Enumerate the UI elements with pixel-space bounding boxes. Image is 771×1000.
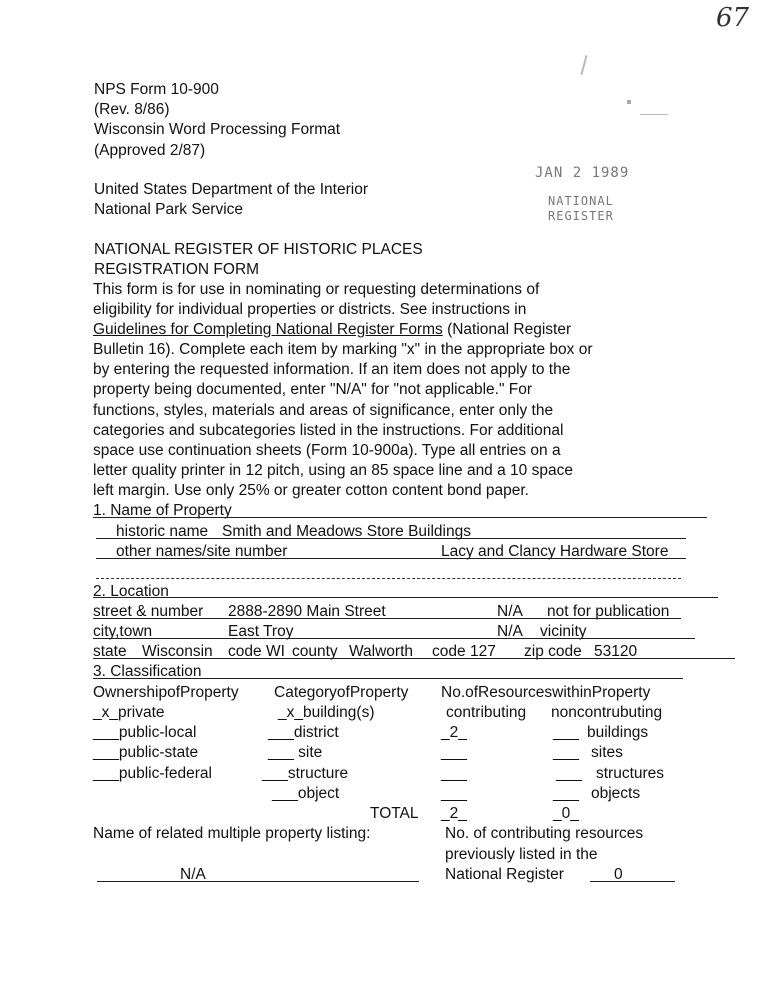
form-format: Wisconsin Word Processing Format — [94, 121, 341, 138]
divider — [93, 618, 681, 619]
previously-listed-line2: previously listed in the — [445, 846, 598, 863]
category-site: ___ site — [268, 744, 323, 761]
previously-listed-count: 0 — [614, 866, 623, 883]
ownership-public-local: ___public-local — [93, 724, 197, 741]
state-code-label: code — [228, 643, 262, 660]
resource-type-buildings: buildings — [587, 724, 649, 741]
contributing-objects: ___ — [441, 785, 467, 802]
form-number: NPS Form 10-900 — [94, 81, 219, 98]
state-code-value: WI — [266, 643, 285, 660]
previously-listed-line1: No. of contributing resources — [445, 825, 644, 842]
previously-listed-underline — [590, 881, 675, 882]
street-value: 2888-2890 Main Street — [228, 603, 386, 620]
zip-value: 53120 — [594, 643, 638, 660]
scan-mark — [580, 55, 587, 75]
received-stamp-date: JAN 2 1989 — [535, 165, 630, 181]
divider — [93, 678, 683, 679]
handwritten-page-number: 67 — [716, 3, 750, 33]
section-2-heading: 2. Location — [93, 583, 169, 600]
divider — [93, 638, 695, 639]
form-subtitle: REGISTRATION FORM — [94, 261, 260, 278]
county-code-label: code — [432, 643, 466, 660]
historic-name-value: Smith and Meadows Store Buildings — [222, 523, 471, 540]
divider — [96, 538, 686, 539]
total-label: TOTAL — [370, 805, 419, 822]
contributing-structures: ___ — [441, 765, 467, 782]
ownership-heading: OwnershipofProperty — [93, 684, 239, 701]
scan-mark — [627, 100, 631, 104]
noncontributing-label: noncontrubuting — [551, 704, 663, 721]
city-na: N/A — [497, 623, 523, 640]
zip-label: zip code — [524, 643, 582, 660]
resource-type-objects: objects — [591, 785, 641, 802]
related-listing-value: N/A — [180, 866, 206, 883]
previously-listed-line3: National Register — [445, 866, 564, 883]
section-3-heading: 3. Classification — [93, 663, 202, 680]
historic-name-label: historic name — [116, 523, 209, 540]
related-listing-underline — [97, 881, 419, 882]
vicinity-label: vicinity — [540, 623, 587, 640]
noncontributing-sites: ___ — [553, 744, 579, 761]
agency-service: National Park Service — [94, 201, 244, 218]
resource-type-sites: sites — [591, 744, 623, 761]
form-revision: (Rev. 8/86) — [94, 101, 170, 118]
contributing-buildings: _2_ — [441, 724, 467, 741]
street-label: street & number — [93, 603, 204, 620]
category-structure: ___structure — [262, 765, 349, 782]
divider — [96, 558, 686, 559]
other-names-label: other names/site number — [116, 543, 288, 560]
noncontributing-objects: ___ — [553, 785, 579, 802]
scan-mark — [640, 114, 668, 115]
contributing-sites: ___ — [441, 744, 467, 761]
form-title: NATIONAL REGISTER OF HISTORIC PLACES — [94, 241, 423, 258]
resources-heading: No.ofResourceswithinProperty — [441, 684, 651, 701]
related-listing-label: Name of related multiple property listing: — [93, 825, 371, 842]
city-label: city,town — [93, 623, 153, 640]
ownership-private: _x_private — [93, 704, 165, 721]
received-stamp-line1: NATIONAL — [548, 194, 614, 208]
city-value: East Troy — [228, 623, 294, 640]
ownership-public-federal: ___public-federal — [93, 765, 212, 782]
noncontributing-buildings: ___ — [553, 724, 579, 741]
instructions-paragraph: This form is for use in nominating or requesting determinations of eligibility for individual properties or districts. See instructions in Guidelines for Completing National Register Forms (National Register Bulletin 16). Complete each item by marking "x" in the appropriate box or by entering the requested information. If an item does not apply to the property being documented, enter "N/A" for "not applicable." For functions, styles, materials and areas of significance, enter only the categories and subcategories listed in the instructions. For additional space use continuation sheets (Form 10-900a). Type all entries on a letter quality printer in 12 pitch, using an 85 space line and a 10 space left margin. Use only 25% or greater cotton content bond paper. — [93, 281, 593, 499]
dashed-divider — [96, 578, 681, 579]
divider — [93, 517, 707, 518]
divider — [93, 597, 718, 598]
form-approved: (Approved 2/87) — [94, 142, 206, 159]
received-stamp-line2: REGISTER — [548, 209, 614, 223]
agency-department: United States Department of the Interior — [94, 181, 368, 198]
divider — [93, 658, 735, 659]
category-heading: CategoryofProperty — [274, 684, 409, 701]
other-names-value: Lacy and Clancy Hardware Store — [441, 543, 669, 560]
street-na: N/A — [497, 603, 523, 620]
contributing-label: contributing — [446, 704, 527, 721]
state-label: state — [93, 643, 127, 660]
ownership-public-state: ___public-state — [93, 744, 199, 761]
category-district: ___district — [268, 724, 339, 741]
section-1-heading: 1. Name of Property — [93, 502, 232, 519]
noncontributing-structures: ___ — [556, 765, 582, 782]
county-label: county — [292, 643, 338, 660]
county-value: Walworth — [349, 643, 414, 660]
category-object: ___object — [272, 785, 340, 802]
state-value: Wisconsin — [142, 643, 213, 660]
not-for-publication-label: not for publication — [547, 603, 670, 620]
guidelines-reference: Guidelines for Completing National Register Forms — [93, 321, 443, 339]
county-code-value: 127 — [470, 643, 496, 660]
resource-type-structures: structures — [596, 765, 665, 782]
total-noncontributing: _0_ — [553, 805, 579, 822]
category-building: _x_building(s) — [278, 704, 375, 721]
total-contributing: _2_ — [441, 805, 467, 822]
